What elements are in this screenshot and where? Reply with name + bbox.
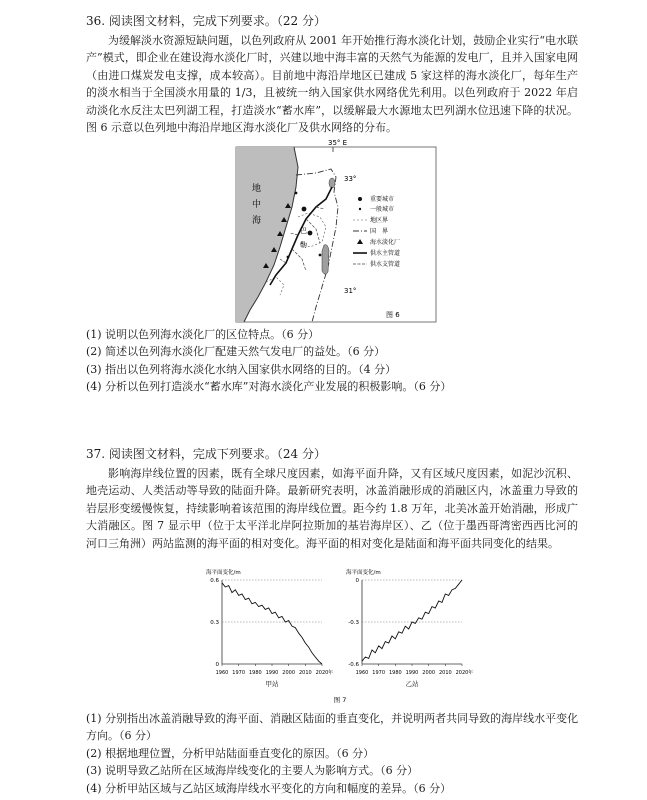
q37-question-3: (3) 说明导致乙站所在区域海岸线变化的主要人为影响方式。（6 分） (86, 764, 419, 778)
q36-question-1: (1) 说明以色列海水淡化厂的区位特点。（6 分） (86, 328, 320, 341)
chart2-xtick-0: 1960 (355, 670, 369, 676)
q36-questions (86, 326, 586, 396)
chart1-ytick-0: 0 (215, 662, 219, 668)
legend-region-border: 地区界 (370, 217, 389, 224)
chart1-ytick-1: 0.3 (210, 620, 219, 626)
chart1-xtick-0: 1960 (215, 670, 229, 676)
chart2-xtick-5: 2010 (438, 670, 452, 676)
q36-paragraph-text: 为缓解淡水资源短缺问题，以色列政府从 2001 年开始推行海水淡化计划，鼓励企业实行“电水联产”模式，即企业在建设海水淡化厂时，兴建以地中海丰富的天然气为能源的发电厂，且并入国家电网（由进口煤炭发电支撑，成本较高）。目前地中海沿岸地区已建成 5 家这样的海水淡化厂，每年生产的淡水相当于全国淡水用量的 1/3，且被统一纳入国家供水网络优先利用。以色列政府于 2022 年启动淡化水反注太巴列湖工程，打造淡水“蓄水库”，以缓解最大水源地太巴列湖水位迅速下降的状况。图 6 示意以色列地中海沿岸地区海水淡化厂及供水网络的分布。 (86, 34, 578, 135)
legend-branch-pipe: 供水支管道 (370, 261, 401, 268)
chart2-ylabel: 海平面变化/m (346, 570, 381, 576)
figure-6-map (236, 139, 436, 322)
q37-paragraph-text: 影响海岸线位置的因素，既有全球尺度因素，如海平面升降，又有区域尺度因素，如泥沙沉积、地壳运动、人类活动等导致的陆面升降。最新研究表明，冰盖消融形成的消融区内，冰盖重力导致的岩层形变缓慢恢复，持续影响着该范围的海岸线位置。距今约 1.8 万年，北美冰盖开始消融，形成广大消融区。图 7 显示甲（位于太平洋北岸阿拉斯加的基岩海岸区）、乙（位于墨西哥湾密西西比河的河口三角洲）两站监测的海平面的相对变化。海平面的相对变化是陆面和海平面共同变化的结果。 (86, 467, 578, 550)
q36-question-3: (3) 指出以色列将海水淡化水纳入国家供水网络的目的。（4 分） (86, 362, 397, 376)
q37-paragraph (86, 465, 578, 552)
figure-7-caption: 图 7 (333, 696, 347, 704)
chart2-xlabel: 年 (468, 670, 474, 676)
lon-label: 35° E (328, 139, 348, 147)
q37-question-2: (2) 根据地理位置，分析甲站陆面垂直变化的原因。（6 分） (86, 746, 375, 760)
chart2-xtick-1: 1970 (372, 670, 386, 676)
lake-tiberias (329, 178, 335, 188)
legend-national-border: 国 界 (370, 228, 389, 235)
chart2-ytick-2: -0.6 (348, 662, 359, 668)
minor-city-marker (319, 254, 322, 257)
chart2-ytick-0: 0 (355, 578, 359, 584)
chart2-xtick-4: 2000 (422, 670, 436, 676)
chart1-xtick-5: 2010 (298, 670, 312, 676)
figure-7-charts (200, 566, 490, 706)
legend-main-pipe: 供水主管道 (370, 250, 401, 257)
sea-label-1: 地 (252, 184, 262, 194)
minor-city-marker (295, 192, 298, 195)
legend-minor-city: 一般城市 (370, 206, 395, 213)
chart2-ytick-1: -0.3 (348, 620, 359, 626)
sea-label-3: 海 (252, 216, 262, 226)
major-city-marker (308, 231, 313, 236)
chart2-series-line (362, 580, 462, 661)
chart1-ytick-2: 0.6 (210, 578, 219, 584)
chart1-series-line (222, 583, 322, 664)
figure-6-caption: 图 6 (386, 311, 400, 319)
q36-question-2: (2) 简述以色列海水淡化厂配建天然气发电厂的益处。（6 分） (86, 345, 386, 359)
chart1-xtick-6: 2020 (315, 670, 329, 676)
major-city-marker (302, 207, 307, 212)
q36-paragraph (86, 32, 578, 136)
lat-top-label: 33° (344, 175, 357, 183)
chart1-xlabel: 年 (328, 670, 334, 676)
q37-question-1: (1) 分别指出冰盖消融导致的海平面、消融区陆面的垂直变化，并说明两者共同导致的海岸线水平变化方向。（6 分） (86, 712, 579, 743)
chart2-xtick-2: 1980 (388, 670, 402, 676)
region-label-2: 勒 (300, 241, 307, 249)
q36-question-4: (4) 分析以色列打造淡水“蓄水库”对海水淡化产业发展的积极影响。（6 分） (86, 380, 452, 394)
chart1-xtick-1: 1970 (232, 670, 246, 676)
chart1-ylabel: 海平面变化/m (206, 570, 241, 576)
q37-question-4: (4) 分析甲站区域与乙站区域海岸线水平变化的方向和幅度的差异。（6 分） (86, 781, 452, 795)
region-label-1: 巴 (300, 227, 307, 235)
chart1-station-label: 甲站 (265, 680, 279, 688)
lat-bottom-label: 31° (344, 287, 357, 295)
q37-heading: 37. 阅读图文材料，完成下列要求。（24 分） (86, 447, 326, 461)
chart1-xtick-2: 1980 (248, 670, 262, 676)
q36-heading: 36. 阅读图文材料，完成下列要求。（22 分） (86, 14, 326, 28)
chart1-xtick-3: 1990 (265, 670, 279, 676)
chart1-xtick-4: 2000 (282, 670, 296, 676)
legend-major-city: 重要城市 (370, 196, 395, 203)
legend-desalination: 海水淡化厂 (370, 239, 401, 246)
dead-sea (322, 245, 329, 275)
minor-city-marker (287, 256, 290, 259)
chart2-station-label: 乙站 (405, 680, 419, 688)
q37-questions (86, 710, 586, 797)
chart2-xtick-3: 1990 (405, 670, 419, 676)
sea-label-2: 中 (252, 200, 262, 210)
chart2-xtick-6: 2020 (455, 670, 469, 676)
